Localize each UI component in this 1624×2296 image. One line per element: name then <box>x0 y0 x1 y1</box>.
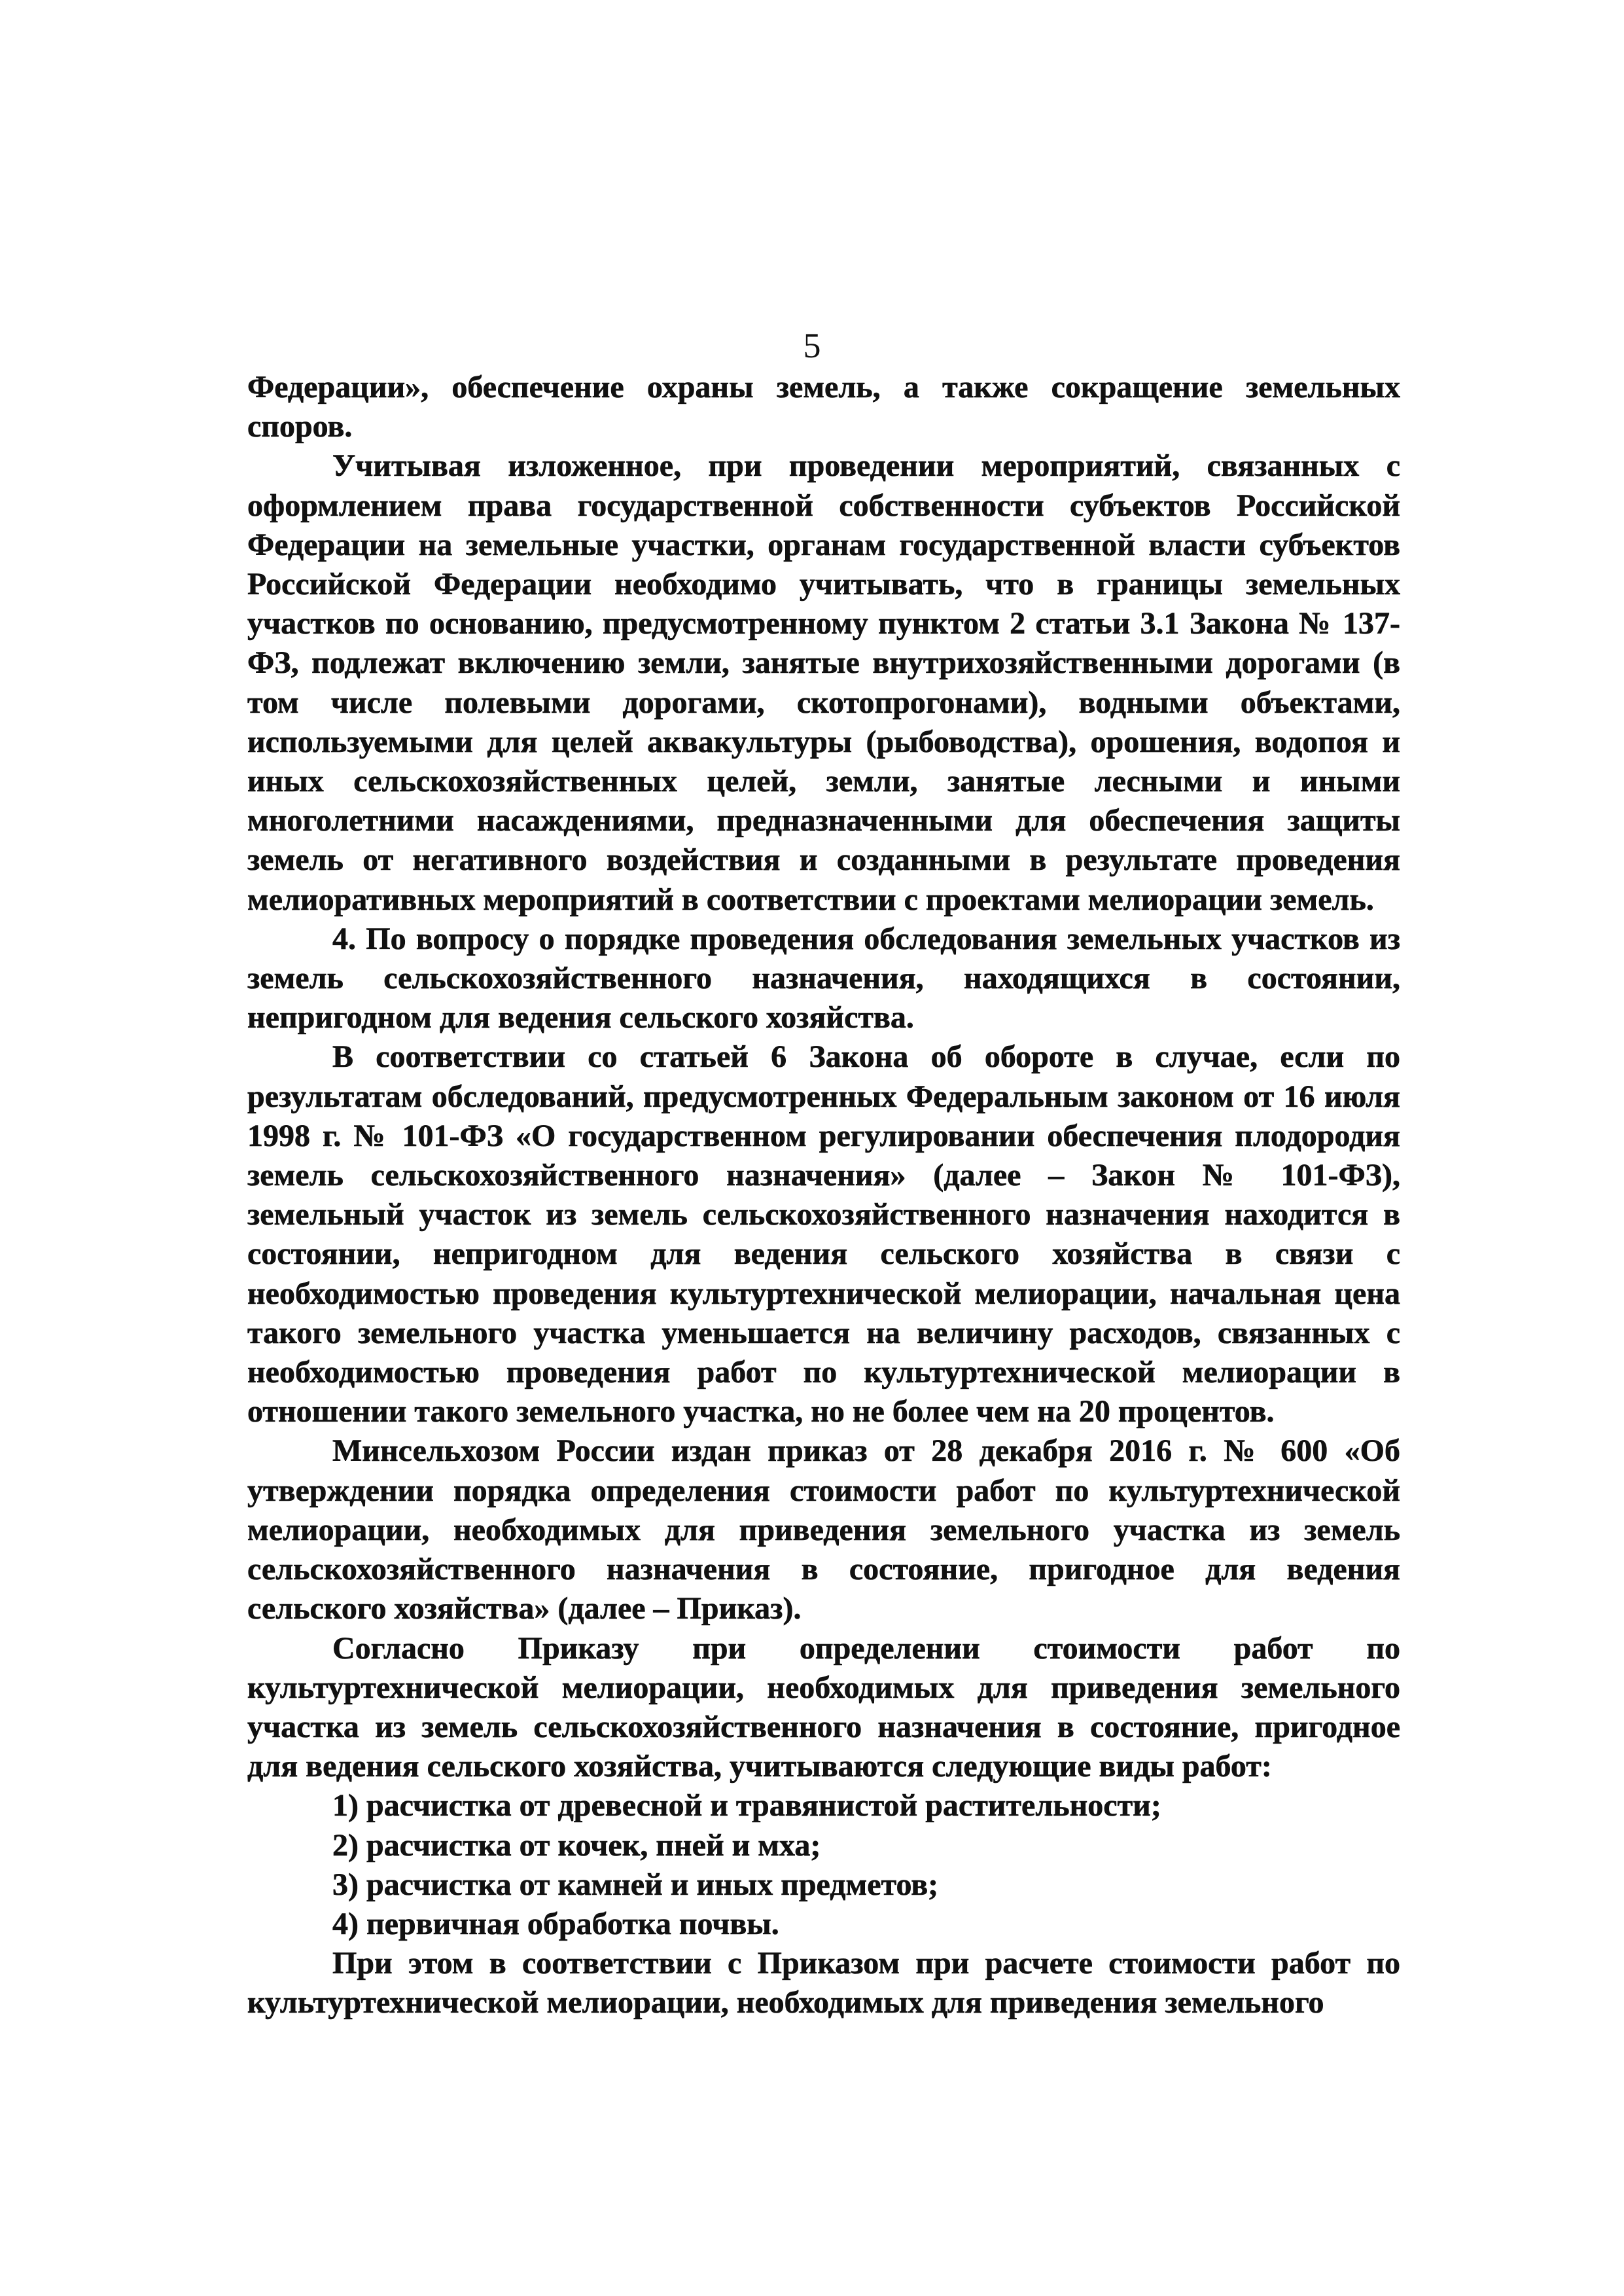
paragraph-land-boundaries: Учитывая изложенное, при проведении мероприятий, связанных с оформлением права государственной собственности субъектов Российской Федерации на земельные участки, органам государственной власти субъектов Российской Федерации необходимо учитывать, что в границы земельных участков по основанию, предусмотренному пунктом 2 статьи 3.1 Закона № 137-ФЗ, подлежат включению земли, занятые внутрихозяйственными дорогами (в том числе полевыми дорогами, скотопрогонами), водными объектами, используемыми для целей аквакультуры (рыбоводства), орошения, водопоя и иных сельскохозяйственных целей, земли, занятые лесными и иными многолетними насаждениями, предназначенными для обеспечения защиты земель от негативного воздействия и созданными в результате проведения мелиоративных мероприятий в соответствии с проектами мелиорации земель. <box>247 448 1400 917</box>
list-item-3: 3) расчистка от камней и иных предметов; <box>332 1867 939 1902</box>
paragraph-continuation: Федерации», обеспечение охраны земель, а также сокращение земельных споров. <box>247 370 1400 444</box>
paragraph-work-types-intro: Согласно Приказу при определении стоимости работ по культуртехнической мелиорации, необходимых для приведения земельного участка из земель сельскохозяйственного назначения в состояние, пригодное для ведения сельского хозяйства, учитываются следующие виды работ: <box>247 1630 1400 1784</box>
list-item-1: 1) расчистка от древесной и травянистой растительности; <box>332 1788 1161 1823</box>
list-item-4: 4) первичная обработка почвы. <box>332 1906 779 1941</box>
paragraph-article-6: В соответствии со статьей 6 Закона об обороте в случае, если по результатам обследований, предусмотренных Федеральным законом от 16 июля 1998 г. № 101-ФЗ «О государственном регулировании обеспечения плодородия земель сельскохозяйственного назначения» (далее – Закон № 101-ФЗ), земельный участок из земель сельскохозяйственного назначения находится в состоянии, непригодном для ведения сельского хозяйства в связи с необходимостью проведения культуртехнической мелиорации, начальная цена такого земельного участка уменьшается на величину расходов, связанных с необходимостью проведения работ по культуртехнической мелиорации в отношении такого земельного участка, но не более чем на 20 процентов. <box>247 1039 1400 1429</box>
paragraph-order-600: Минсельхозом России издан приказ от 28 декабря 2016 г. № 600 «Об утверждении порядка определения стоимости работ по культуртехнической мелиорации, необходимых для приведения земельного участка из земель сельскохозяйственного назначения в состояние, пригодное для ведения сельского хозяйства» (далее – Приказ). <box>247 1433 1400 1626</box>
paragraph-cost-calculation: При этом в соответствии с Приказом при расчете стоимости работ по культуртехнической мелиорации, необходимых для приведения земельного <box>247 1946 1400 2020</box>
document-body <box>247 368 1400 2023</box>
list-item-2: 2) расчистка от кочек, пней и мха; <box>332 1827 821 1863</box>
page-number: 5 <box>803 326 821 365</box>
paragraph-section-4-heading: 4. По вопросу о порядке проведения обследования земельных участков из земель сельскохозяйственного назначения, находящихся в состоянии, непригодном для ведения сельского хозяйства. <box>247 921 1400 1035</box>
